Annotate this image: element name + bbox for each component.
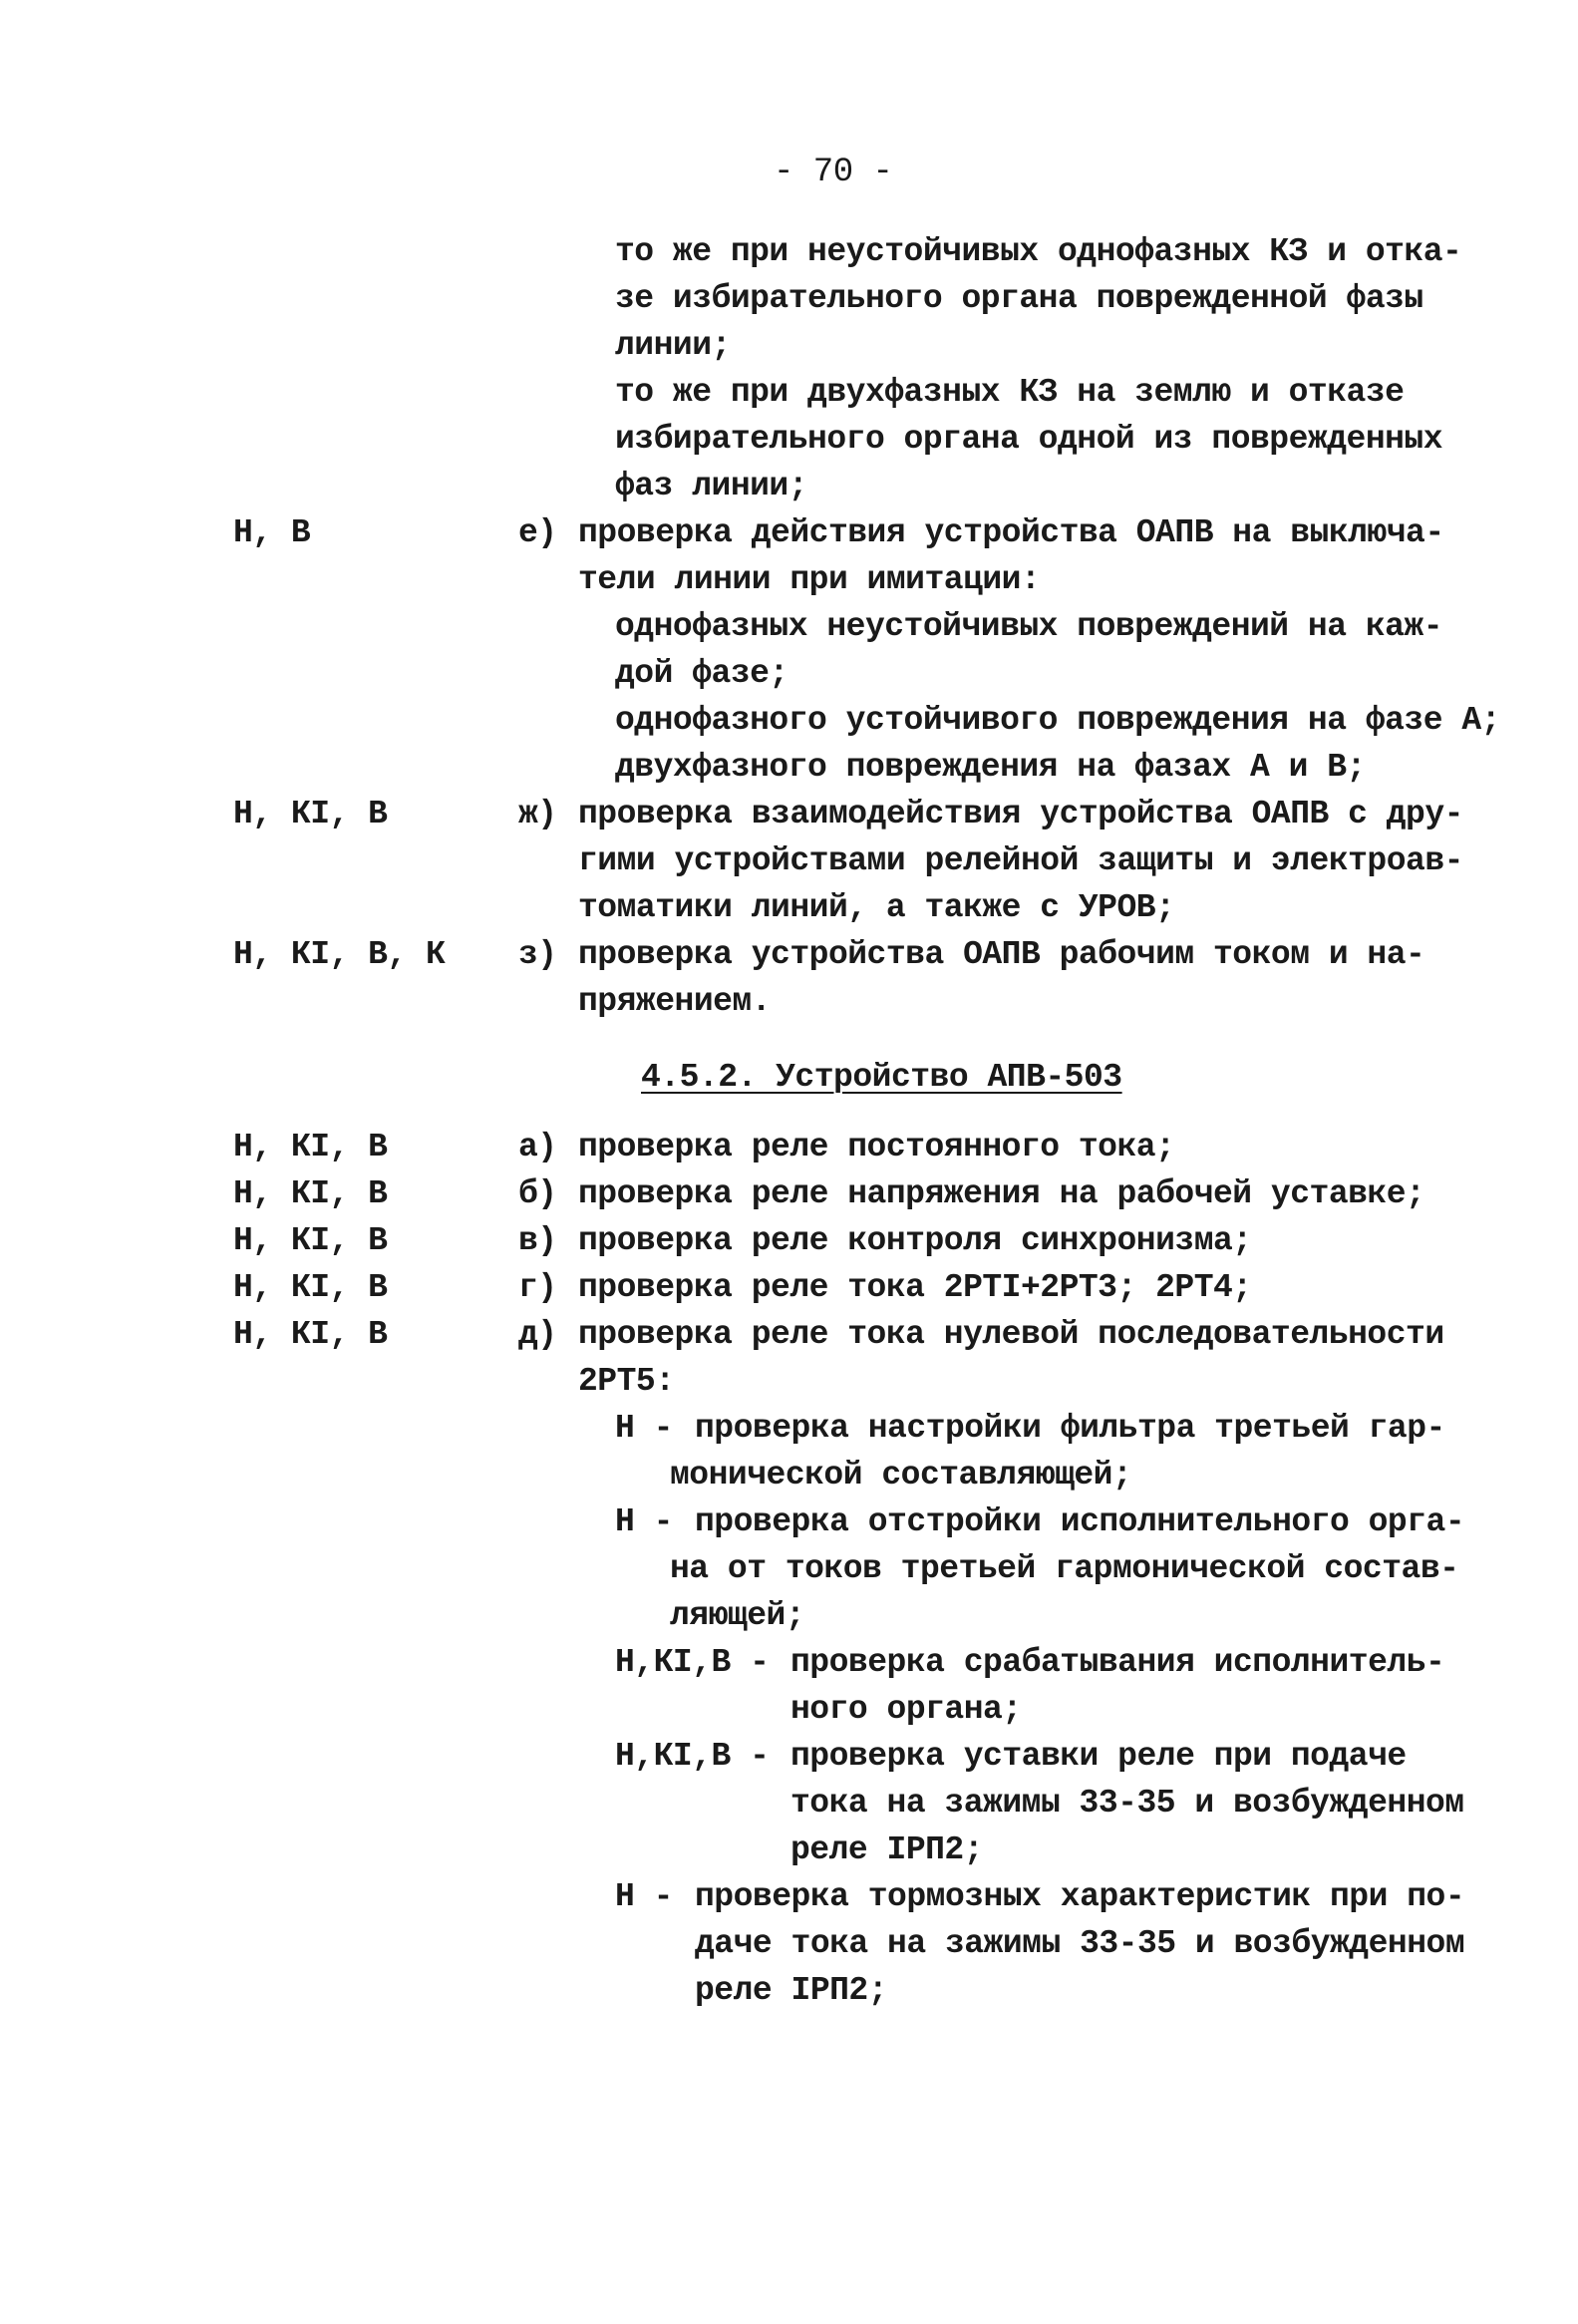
sub-line: ляющей; [670, 1597, 805, 1634]
sub-code: Н - [615, 1503, 673, 1540]
sub-line: проверка отстройки исполнительного орга- [695, 1503, 1465, 1540]
intro-line: линии; [615, 327, 731, 364]
item-d-line: проверка реле тока нулевой последовательности [578, 1316, 1444, 1353]
sub-line: на от токов третьей гармонической состав- [670, 1550, 1459, 1587]
item-e-sub-line: однофазных неустойчивых повреждений на каж- [615, 608, 1443, 645]
sub-code: Н,КI,В - [615, 1738, 770, 1775]
item-e-sub-line: однофазного устойчивого повреждения на фазе А; [615, 702, 1500, 739]
sub-line: даче тока на зажимы 33-35 и возбужденном [695, 1925, 1465, 1962]
sub-line: монической составляющей; [670, 1457, 1132, 1494]
item-v-codes: Н, КI, В [233, 1222, 388, 1259]
item-z-marker: з) [518, 936, 557, 973]
sub-code: Н,КI,В - [615, 1644, 770, 1681]
item-zh-codes: Н, КI, В [233, 796, 388, 832]
sub-code: Н - [615, 1878, 673, 1915]
item-z-line: пряжением. [578, 983, 772, 1020]
item-a-codes: Н, КI, В [233, 1129, 388, 1165]
item-z-codes: Н, КI, В, К [233, 936, 446, 973]
item-zh-line: гими устройствами релейной защиты и электроав- [578, 842, 1463, 879]
item-v-text: проверка реле контроля синхронизма; [578, 1222, 1252, 1259]
item-e-sub-line: дой фазе; [615, 655, 789, 692]
sub-line: проверка срабатывания исполнитель- [790, 1644, 1445, 1681]
item-zh-line: проверка взаимодействия устройства ОАПВ с дру- [578, 796, 1463, 832]
item-e-line: тели линии при имитации: [578, 561, 1041, 598]
sub-line: реле IРП2; [695, 1972, 888, 2009]
item-d-marker: д) [518, 1316, 557, 1353]
item-b-codes: Н, КI, В [233, 1175, 388, 1212]
item-a-text: проверка реле постоянного тока; [578, 1129, 1175, 1165]
intro-line: фаз линии; [615, 468, 808, 504]
item-z-line: проверка устройства ОАПВ рабочим током и на- [578, 936, 1425, 973]
item-b-text: проверка реле напряжения на рабочей уставке; [578, 1175, 1425, 1212]
sub-code: Н - [615, 1410, 673, 1447]
page-number: - 70 - [774, 154, 893, 191]
item-zh-marker: ж) [518, 796, 557, 832]
item-a-marker: а) [518, 1129, 557, 1165]
intro-line: зе избирательного органа поврежденной фазы [615, 280, 1423, 317]
sub-line: тока на зажимы 33-35 и возбужденном [790, 1785, 1464, 1822]
item-g-text: проверка реле тока 2РТI+2РТ3; 2РТ4; [578, 1269, 1252, 1306]
item-d-line: 2РТ5: [578, 1363, 675, 1400]
section-heading: 4.5.2. Устройство АПВ-503 [641, 1059, 1122, 1096]
item-e-sub-line: двухфазного повреждения на фазах А и В; [615, 749, 1366, 786]
item-b-marker: б) [518, 1175, 557, 1212]
intro-line: то же при двухфазных КЗ на землю и отказе [615, 374, 1405, 411]
item-zh-line: томатики линий, а также с УРОВ; [578, 889, 1175, 926]
intro-line: избирательного органа одной из поврежденных [615, 421, 1443, 458]
sub-line: ного органа; [790, 1691, 1022, 1728]
item-d-codes: Н, КI, В [233, 1316, 388, 1353]
sub-line: реле IРП2; [790, 1831, 984, 1868]
item-e-marker: е) [518, 514, 557, 551]
item-v-marker: в) [518, 1222, 557, 1259]
intro-line: то же при неустойчивых однофазных КЗ и отка- [615, 233, 1462, 270]
sub-line: проверка настройки фильтра третьей гар- [695, 1410, 1445, 1447]
sub-line: проверка уставки реле при подаче [790, 1738, 1407, 1775]
item-g-marker: г) [518, 1269, 557, 1306]
item-e-line: проверка действия устройства ОАПВ на выключа- [578, 514, 1444, 551]
item-e-codes: Н, В [233, 514, 311, 551]
sub-line: проверка тормозных характеристик при по- [695, 1878, 1465, 1915]
item-g-codes: Н, КI, В [233, 1269, 388, 1306]
